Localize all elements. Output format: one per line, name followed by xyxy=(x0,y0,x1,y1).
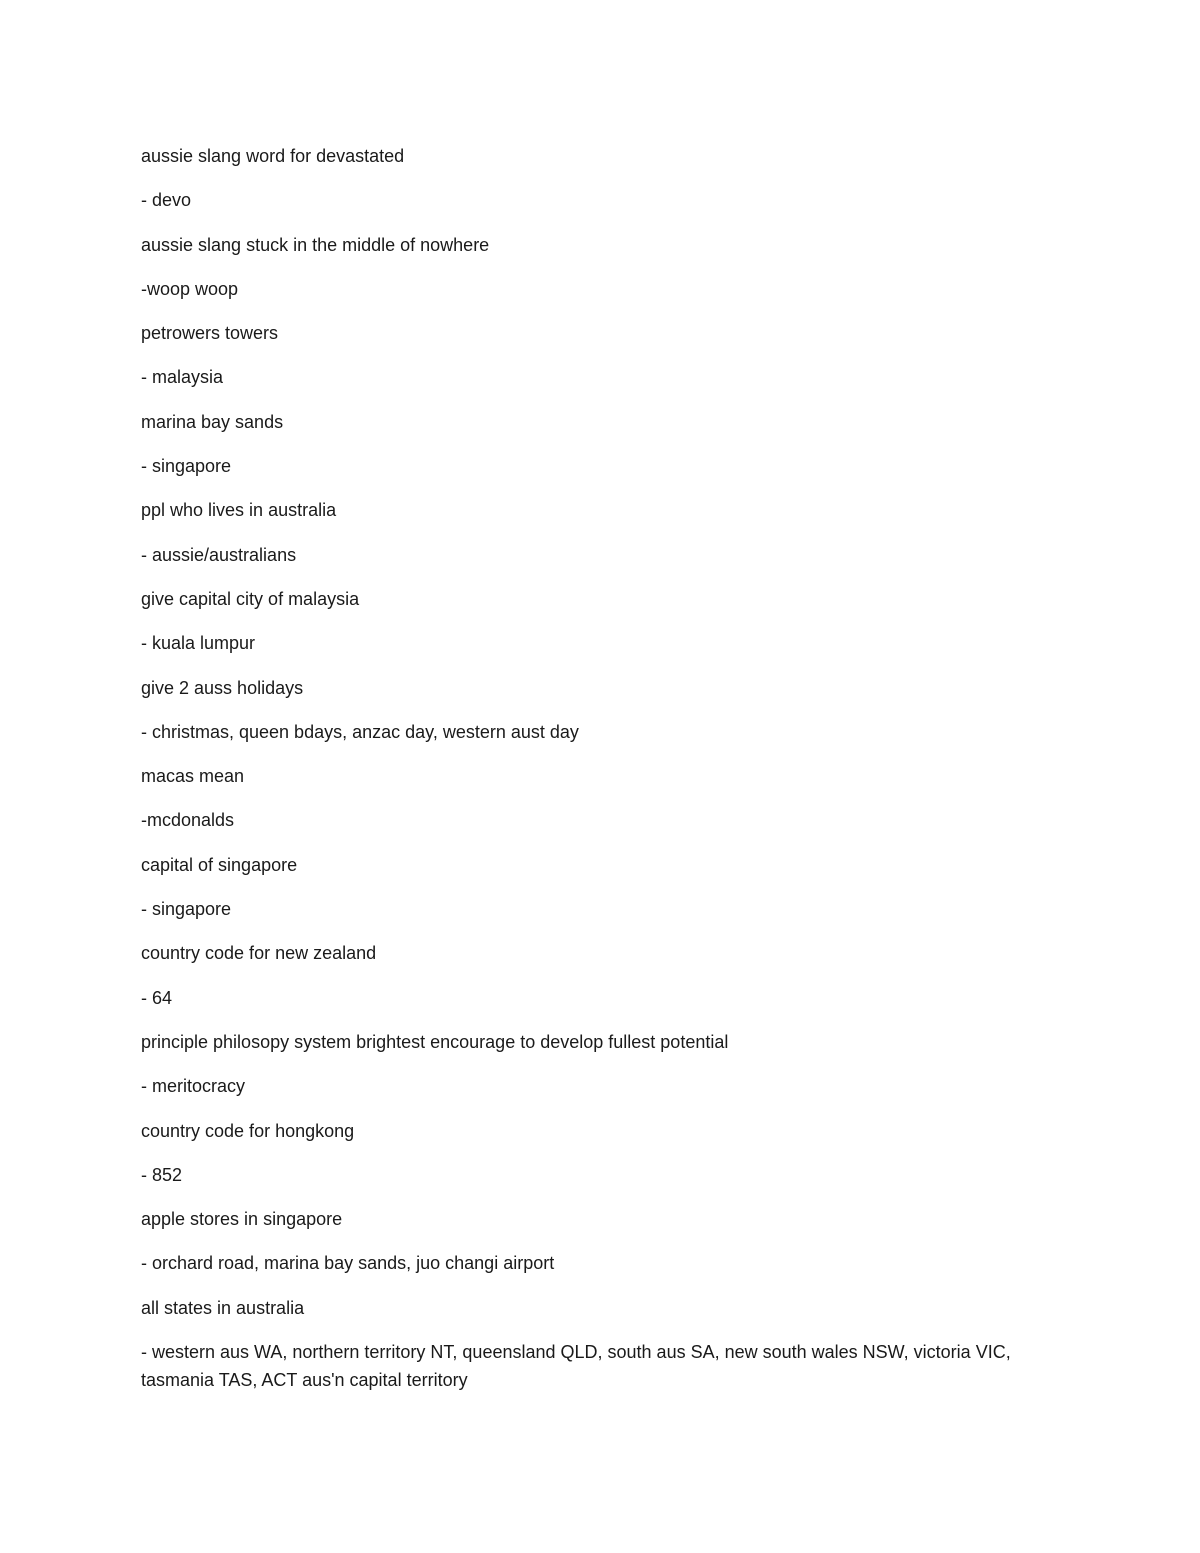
question-line: petrowers towers xyxy=(141,323,279,344)
question-line: ppl who lives in australia xyxy=(141,500,337,521)
answer-line: - meritocracy xyxy=(141,1076,246,1097)
answer-line: - orchard road, marina bay sands, juo changi airport xyxy=(141,1253,555,1274)
answer-line: - devo xyxy=(141,190,192,211)
answer-line: -woop woop xyxy=(141,278,239,299)
question-line: aussie slang stuck in the middle of nowhere xyxy=(141,234,490,255)
question-line: principle philosopy system brightest encourage to develop fullest potential xyxy=(141,1031,729,1052)
answer-line: - singapore xyxy=(141,899,232,920)
question-line: give 2 auss holidays xyxy=(141,677,304,698)
answer-line: - singapore xyxy=(141,456,232,477)
answer-line: - 852 xyxy=(141,1164,183,1185)
answer-line: - aussie/australians xyxy=(141,544,297,565)
question-line: capital of singapore xyxy=(141,854,298,875)
document-page xyxy=(141,142,1071,1410)
question-line: aussie slang word for devastated xyxy=(141,146,405,166)
question-line: macas mean xyxy=(141,766,245,787)
question-line: marina bay sands xyxy=(141,411,284,432)
question-line: country code for hongkong xyxy=(141,1120,355,1141)
answer-line: - malaysia xyxy=(141,367,224,388)
answer-line: - kuala lumpur xyxy=(141,633,256,654)
question-line: give capital city of malaysia xyxy=(141,588,360,609)
answer-line: -mcdonalds xyxy=(141,810,235,831)
question-line: apple stores in singapore xyxy=(141,1209,343,1230)
answer-line: - christmas, queen bdays, anzac day, western aust day xyxy=(141,721,579,742)
question-line: country code for new zealand xyxy=(141,943,377,964)
answer-line: - western aus WA, northern territory NT, queensland QLD, south aus SA, new south wales NSW, victoria VIC, tasmania TAS, ACT aus'n capital territory xyxy=(141,1342,1016,1391)
answer-line: - 64 xyxy=(141,987,173,1008)
question-line: all states in australia xyxy=(141,1297,305,1318)
